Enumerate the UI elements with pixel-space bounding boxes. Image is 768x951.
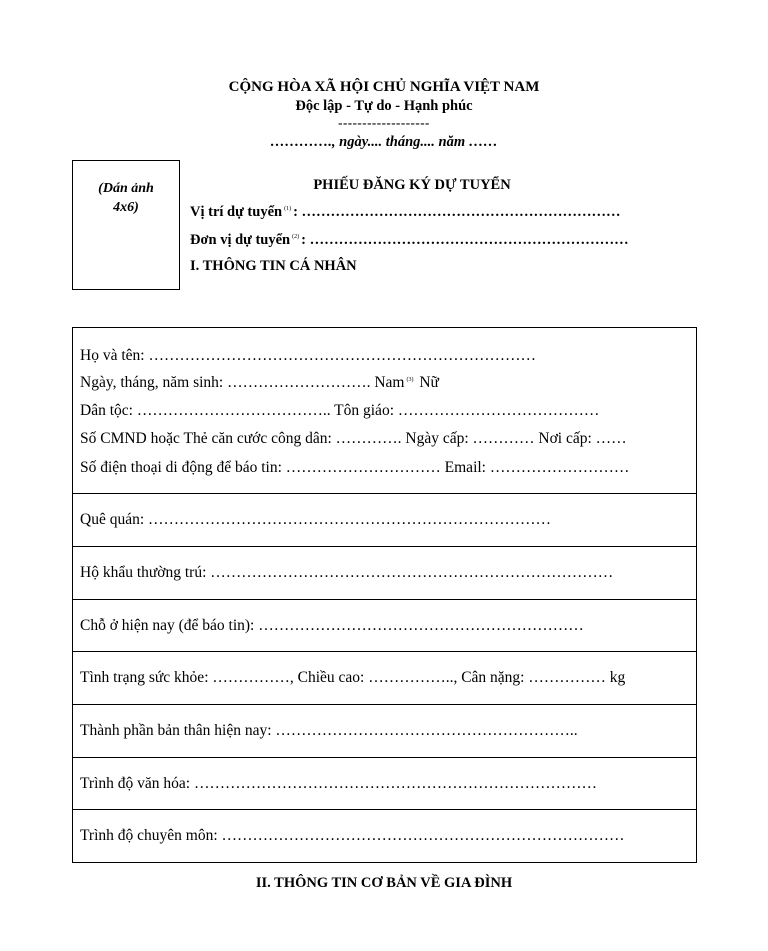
full-name-line: Họ và tên: …………………………………………………………………: [80, 347, 536, 364]
position-field: [190, 204, 621, 221]
ethnicity-religion-line: Dân tộc: ……………………………….. Tôn giáo: …………………………………: [80, 402, 600, 419]
photo-label-line1: (Dán ảnh: [98, 181, 154, 196]
current-address-row: [73, 600, 696, 652]
permanent-residence-line: Hộ khẩu thường trú: ……………………………………………………………………: [80, 564, 614, 581]
position-label: Vị trí dự tuyển: [190, 204, 283, 220]
photo-label-line2: 4x6): [113, 200, 139, 215]
permanent-residence-row: [73, 547, 696, 600]
dob-gender-line: [80, 374, 439, 392]
social-background-line: Thành phần bản thân hiện nay: …………………………………………………..: [80, 722, 578, 739]
unit-field: [190, 232, 629, 249]
unit-label: Đơn vị dự tuyển: [190, 232, 291, 248]
section-family-info-heading: II. THÔNG TIN CƠ BẢN VỀ GIA ĐÌNH: [255, 875, 513, 891]
country-name: CỘNG HÒA XÃ HỘI CHỦ NGHĨA VIỆT NAM: [228, 79, 540, 95]
dob-text: Ngày, tháng, năm sinh: ………………………. Nam: [80, 374, 405, 391]
header-separator: -------------------: [338, 115, 430, 130]
position-value: : …………………………………………………………: [293, 204, 621, 220]
phone-email-line: Số điện thoại di động để báo tin: ………………………… Email: ………………………: [80, 459, 630, 476]
hometown-line: Quê quán: ……………………………………………………………………: [80, 511, 552, 528]
professional-level-row: [73, 810, 696, 863]
gender-female: Nữ: [419, 374, 439, 391]
education-level-line: Trình độ văn hóa: ……………………………………………………………………: [80, 775, 597, 792]
section-personal-info-heading: I. THÔNG TIN CÁ NHÂN: [190, 258, 357, 274]
health-line: Tình trạng sức khỏe: ……………, Chiều cao: …………….., Cân nặng: …………… kg: [80, 669, 626, 686]
gender-footnote: (3): [406, 376, 414, 383]
education-level-row: [73, 758, 696, 810]
date-line: …………., ngày.... tháng.... năm ……: [270, 134, 498, 150]
form-title: PHIẾU ĐĂNG KÝ DỰ TUYỂN: [313, 177, 511, 193]
health-row: [73, 652, 696, 705]
hometown-row: [73, 494, 696, 547]
personal-basic-row: [73, 328, 696, 494]
social-background-row: [73, 705, 696, 758]
current-address-line: Chỗ ở hiện nay (để báo tin): ………………………………………………………: [80, 617, 584, 634]
unit-value: : …………………………………………………………: [301, 232, 629, 248]
id-card-line: Số CMND hoặc Thẻ căn cước công dân: …………. Ngày cấp: ………… Nơi cấp: ……: [80, 430, 627, 447]
professional-level-line: Trình độ chuyên môn: ……………………………………………………………………: [80, 827, 625, 844]
unit-footnote: (2): [292, 234, 300, 241]
position-footnote: (1): [284, 206, 292, 213]
personal-info-table: [72, 327, 697, 863]
photo-placeholder: [72, 160, 180, 290]
national-motto: Độc lập - Tự do - Hạnh phúc: [295, 98, 473, 114]
